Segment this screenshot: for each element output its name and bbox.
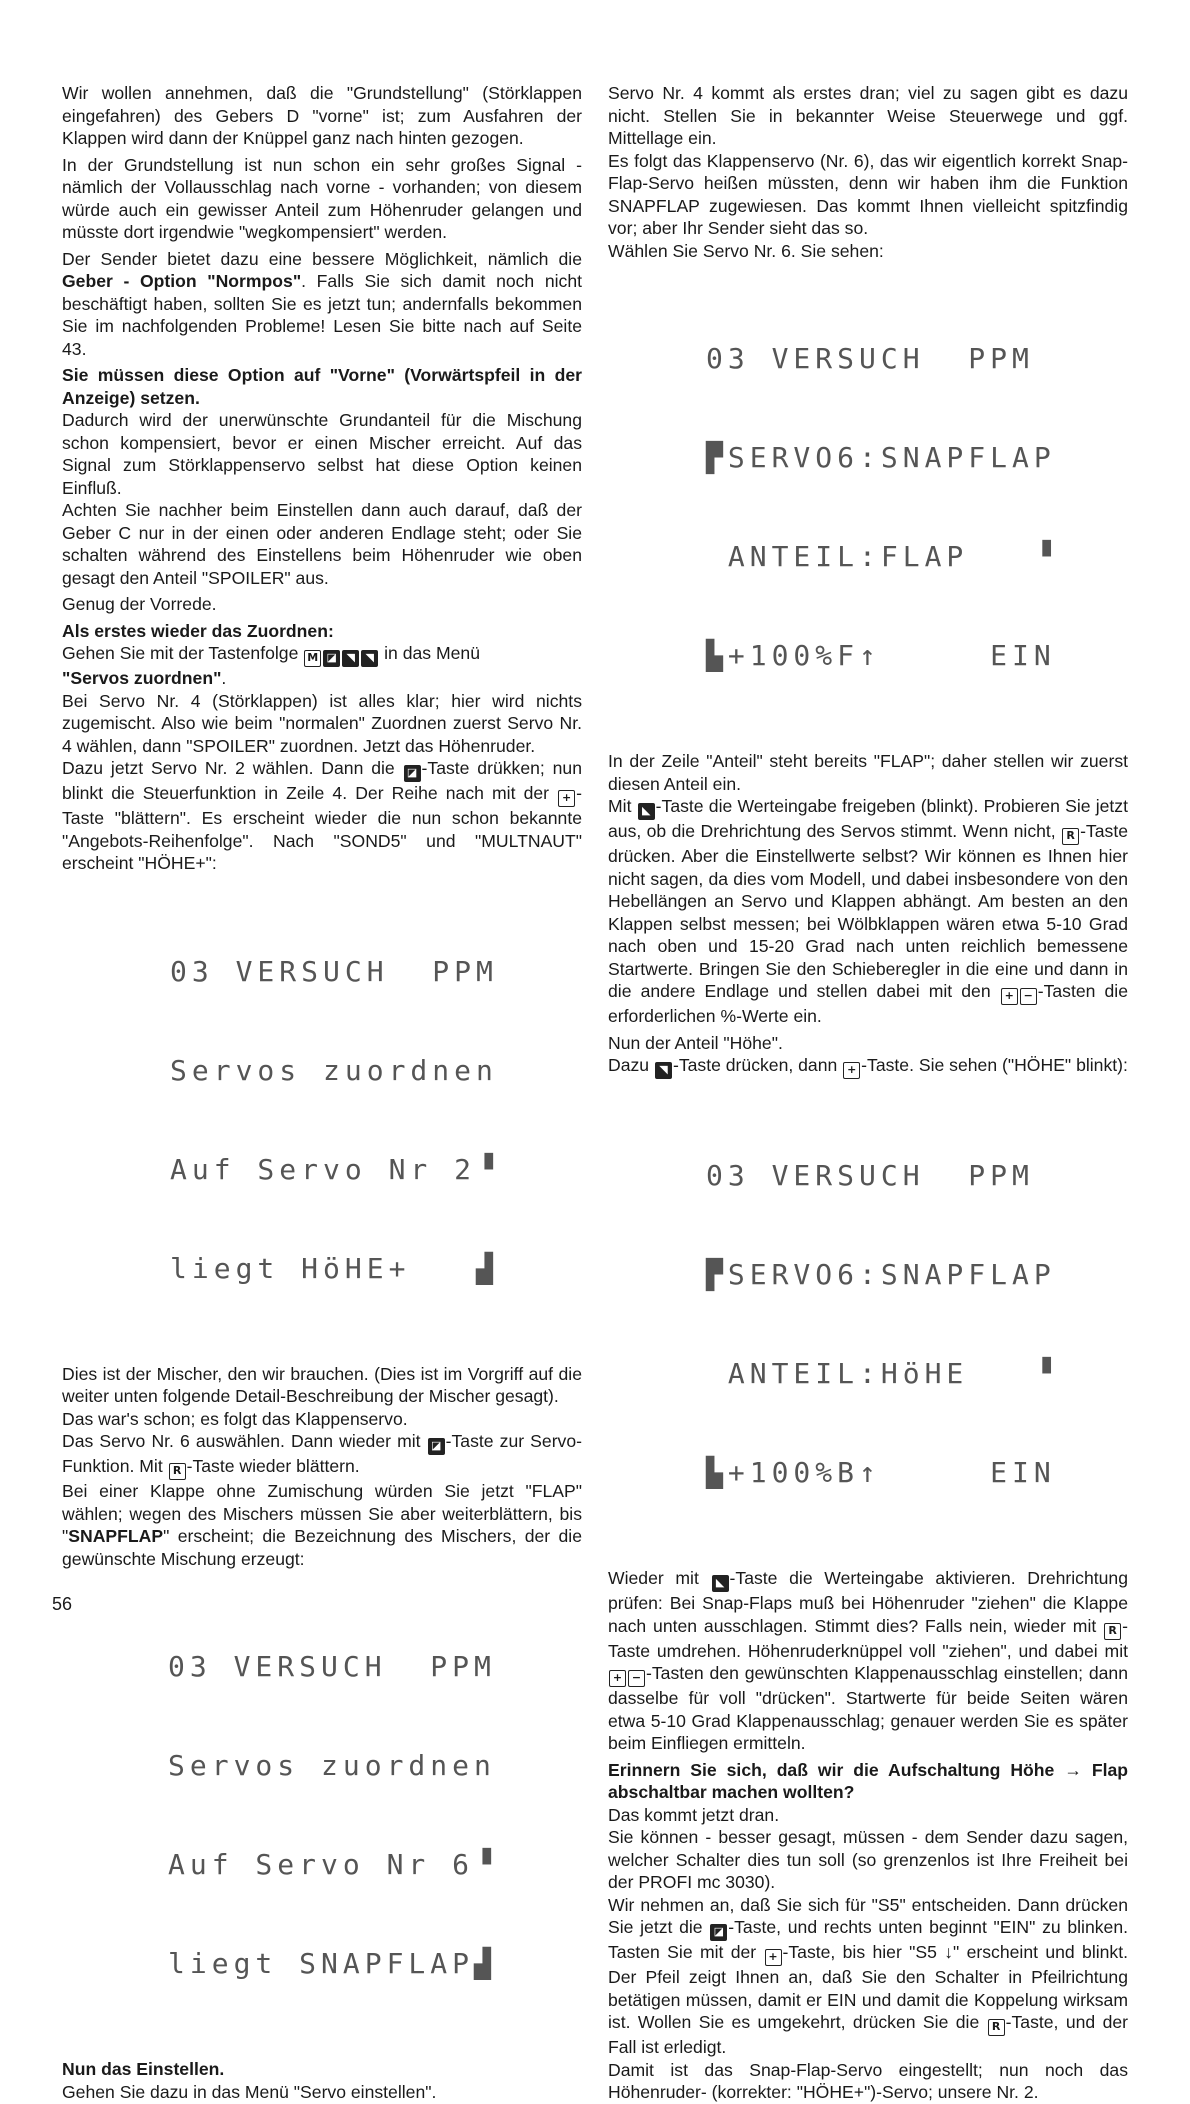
minus-key-icon: − [628,1670,645,1687]
lcd-line: Servos zuordnen [170,1053,498,1087]
edit-key-icon: ◪ [428,1438,445,1455]
lcd-display [608,276,1128,738]
plus-key-icon: + [1001,988,1018,1005]
paragraph: In der Grundstellung ist nun schon ein sehr großes Signal - nämlich der Vollausschlag nach vorne - vorhanden; von diesem würde auch ein gewisser Anteil zum Höhenruder gelangen und müsste dort irgendwie "wegkompensiert" werden. [62,154,582,242]
paragraph: Wieder mit ◣ -Taste die Werteingabe aktivieren. Drehrichtung prüfen: Bei Snap-Flaps muß bei Höhenruder "ziehen" die Klappe nach unten ausschlagen. Stimmt dies? Falls nein, wieder mit R -Taste umdrehen. Höhenruderknüppel voll "ziehen", und dabei mit + − -Tasten den gewünschten Klappenausschlag einstellen; dann dasselbe für voll "drücken". Startwerte für beide Seiten wären etwa 5-10 Grad Klappenausschlag; genauer werden Sie es später beim Einfliegen ermitteln. [608,1568,1128,1753]
paragraph: Gehen Sie mit der Tastenfolge M ◪ ◥ ◥ in das Menü "Servos zuordnen". [62,643,480,688]
paragraph: Dies ist der Mischer, den wir brauchen. (Dies ist im Vorgriff auf die weiter unten folgende Detail-Beschreibung der Mischer gesagt). [62,1363,582,1406]
left-column [62,82,582,2103]
emphasis-paragraph: Sie müssen diese Option auf "Vorne" (Vorwärtspfeil in der Anzeige) setzen. [62,365,582,408]
lcd-line: ▙+100%B↑ EIN [706,1456,1056,1489]
section-heading: Erinnern Sie sich, daß wir die Aufschaltung Höhe → Flap abschaltbar machen wollten? [608,1759,1128,1802]
paragraph: Dazu jetzt Servo Nr. 2 wählen. Dann die ◪ -Taste drükken; nun blinkt die Steuerfunktion in Zeile 4. Der Reihe nach mit der + -Taste "blättern". Es erscheint wieder die nun schon bekannte "Angebots-Reihenfolge". Nach "SOND5" und "MULTNAUT" erscheint "HÖHE+": [62,758,582,873]
right-column [608,82,1128,2104]
paragraph: Der Sender bietet dazu eine bessere Möglichkeit, nämlich die Geber - Option "Normpos". Falls Sie sich damit noch nicht beschäftigt haben, sollten Sie es jetzt tun; andernfalls bekommen Sie im nachfolgenden Probleme! Lesen Sie bitte nach auf Seite 43. [62,248,583,359]
edit-key-icon: ◪ [323,650,340,667]
r-key-icon: R [1104,1623,1121,1640]
lcd-display [608,1093,1128,1555]
r-key-icon: R [1062,828,1079,845]
lcd-line: 03 VERSUCH PPM [170,954,498,988]
lcd-line: ▛SERVO6:SNAPFLAP [706,441,1056,474]
paragraph: Das kommt jetzt dran. [608,1804,780,1825]
plus-key-icon: + [843,1062,860,1079]
enter-key-icon: ◣ [712,1575,729,1592]
lcd-line: 03 VERSUCH PPM [168,1650,496,1683]
edit-key-icon: ◪ [404,765,421,782]
paragraph: Das Servo Nr. 6 auswählen. Dann wieder mit ◪ -Taste zur Servo-Funktion. Mit R -Taste wieder blättern. [62,1430,582,1480]
lcd-line: ▛SERVO6:SNAPFLAP [706,1258,1056,1291]
edit-key-icon: ◪ [710,1924,727,1941]
section-heading: Nun das Einstellen. [62,2059,225,2079]
down-key-icon: ◥ [342,650,359,667]
plus-key-icon: + [558,790,575,807]
lcd-line: Auf Servo Nr 2▝ [170,1152,498,1186]
paragraph: Bei Servo Nr. 4 (Störklappen) ist alles klar; hier wird nichts zugemischt. Also wie beim "normalen" Zuordnen zuerst Servo Nr. 4 wählen, dann "SPOILER" zuordnen. Jetzt das Höhenruder. [62,690,582,756]
paragraph: Wir nehmen an, daß Sie sich für "S5" entscheiden. Dann drücken Sie jetzt die ◪ -Taste, und rechts unten beginnt "EIN" zu blinken. Tasten Sie mit der + -Taste, bis hier "S5 ↓" erscheint und blinkt. Der Pfeil zeigt Ihnen an, daß Sie den Schalter in Pfeilrichtung betätigen müssen, damit er EIN und damit die Koppelung wirksam ist. Wollen Sie es umgekehrt, drücken Sie die R -Taste, und der Fall ist erledigt. [608,1894,1128,2057]
paragraph: Bei einer Klappe ohne Zumischung würden Sie jetzt "FLAP" wählen; wegen des Mischers müssen Sie aber weiterblättern, bis "SNAPFLAP" erscheint; die Bezeichnung des Mischers, der die gewünschte Mischung erzeugt: [62,1481,582,1569]
paragraph: Wählen Sie Servo Nr. 6. Sie sehen: [608,240,884,261]
paragraph: Das war's schon; es folgt das Klappenservo. [62,1408,408,1429]
lcd-line: ▙+100%F↑ EIN [706,639,1056,672]
paragraph: Servo Nr. 4 kommt als erstes dran; viel zu sagen gibt es dazu nicht. Stellen Sie in bekannter Weise Steuerwege und ggf. Mittellage ein. [608,83,1128,148]
down-key-icon: ◥ [361,650,378,667]
lcd-display [62,1584,582,2046]
section-heading: Als erstes wieder das Zuordnen: [62,620,334,641]
lcd-display [62,889,582,1351]
lcd-line: ANTEIL:HöHE ▝ [706,1357,1056,1390]
lcd-line: Auf Servo Nr 6▝ [168,1848,496,1881]
lcd-line: 03 VERSUCH PPM [706,1159,1034,1192]
enter-key-icon: ◣ [638,803,655,820]
paragraph: Genug der Vorrede. [62,594,217,614]
plus-key-icon: + [765,1949,782,1966]
page-number: 56 [52,1594,73,1614]
plus-key-icon: + [609,1670,626,1687]
minus-key-icon: − [1020,988,1037,1005]
paragraph: Mit ◣ -Taste die Werteingabe freigeben (blinkt). Probieren Sie jetzt aus, ob die Drehrichtung des Servos stimmt. Wenn nicht, R -Taste drücken. Aber die Einstellwerte selbst? Wir können es Ihnen hier nicht sagen, da dies vom Modell, und dabei insbesondere von den Hebellängen an Servo und Klappen abhängt. Am besten an den Klappen selbst messen; bei Wölbklappen wären etwa 5-10 Grad nach oben und 15-20 Grad nach unten reichlich bemessene Startwerte. Bringen Sie den Schieberegler in die eine und dann in die andere Endlage und stellen dabei mit den + − -Tasten die erforderlichen %-Werte ein. [608,796,1128,1026]
paragraph: Dadurch wird der unerwünschte Grundanteil für die Mischung schon kompensiert, bevor er einen Mischer erreicht. Auf das Signal zum Störklappenservo selbst hat diese Option keinen Einfluß. [62,410,582,498]
r-key-icon: R [988,2019,1005,2036]
paragraph: Dazu ◥ -Taste drücken, dann + -Taste. Sie sehen ("HÖHE" blinkt): [608,1054,1128,1079]
down-key-icon: ◥ [655,1062,672,1079]
r-key-icon: R [169,1463,186,1480]
paragraph: Es folgt das Klappenservo (Nr. 6), das wir eigentlich korrekt Snap-Flap-Servo heißen müssten, denn wir haben ihm die Funktion SNAPFLAP zugewiesen. Das kommt Ihnen vielleicht spitzfindig vor; aber Ihr Sender sieht das so. [608,150,1128,238]
paragraph: In der Zeile "Anteil" steht bereits "FLAP"; daher stellen wir zuerst diesen Anteil ein. [608,751,1128,794]
paragraph: Sie können - besser gesagt, müssen - dem Sender dazu sagen, welcher Schalter dies tun soll (so grenzenlos ist Ihre Freiheit bei der PROFI mc 3030). [608,1827,1128,1892]
lcd-line: 03 VERSUCH PPM [706,342,1034,375]
lcd-line: ANTEIL:FLAP ▝ [706,540,1056,573]
paragraph: Achten Sie nachher beim Einstellen dann auch darauf, daß der Geber C nur in der einen oder anderen Endlage steht; oder Sie schalten während des Einstellens beim Höhenruder wie oben gesagt den Anteil "SPOILER" aus. [62,500,582,588]
paragraph: Gehen Sie dazu in das Menü "Servo einstellen". [62,2081,437,2102]
paragraph: Wir wollen annehmen, daß die "Grundstellung" (Störklappen eingefahren) des Gebers D "vorne" ist; zum Ausfahren der Klappen wird dann der Knüppel ganz nach hinten gezogen. [62,83,582,148]
paragraph: Damit ist das Snap-Flap-Servo eingestellt; nun noch das Höhenruder- (korrekter: "HÖHE+")-Servo; unsere Nr. 2. [608,2059,1128,2102]
paragraph: Nun der Anteil "Höhe". [608,1032,783,1053]
lcd-line: Servos zuordnen [168,1749,496,1782]
lcd-line: liegt SNAPFLAP▟ [168,1947,496,1980]
lcd-line: liegt HöHE+ ▟ [170,1251,498,1285]
m-key-icon: M [304,650,321,667]
